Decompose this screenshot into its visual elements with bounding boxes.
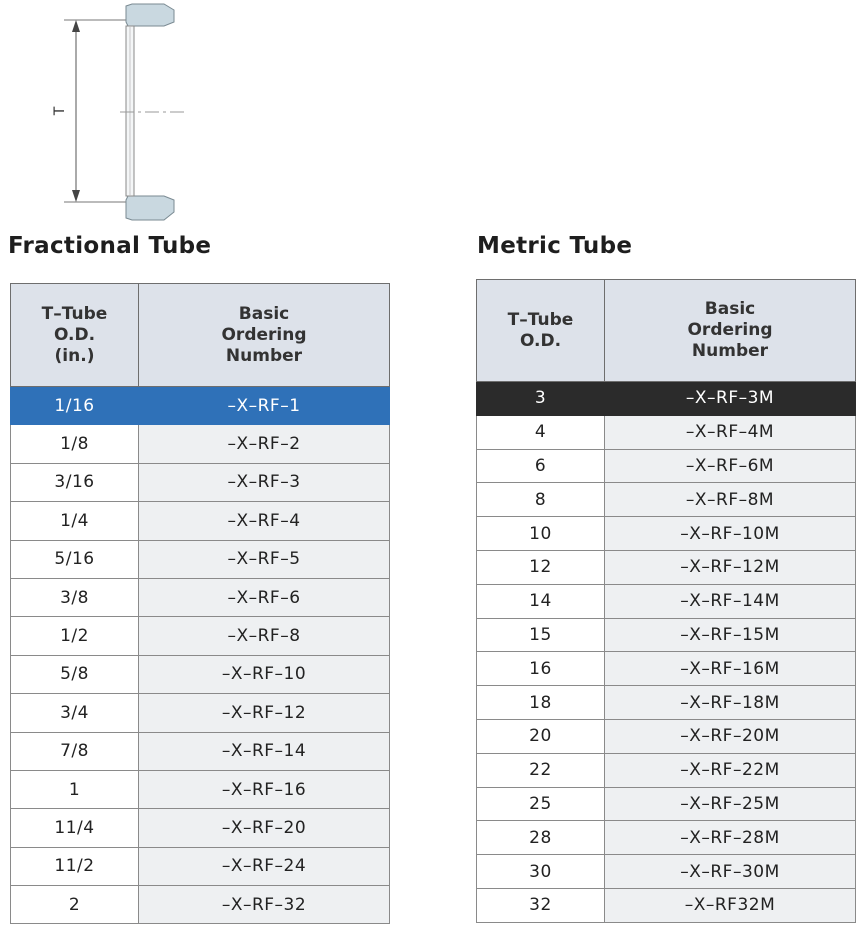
header-line: T–Tube bbox=[41, 303, 108, 324]
table-row[interactable] bbox=[477, 719, 856, 753]
ordering-number-cell: –X–RF–5 bbox=[139, 540, 390, 578]
table-row[interactable] bbox=[11, 809, 390, 847]
tube-od-cell: 8 bbox=[477, 483, 605, 517]
table-row[interactable] bbox=[11, 655, 390, 693]
table-row[interactable] bbox=[477, 855, 856, 889]
table-row[interactable] bbox=[477, 483, 856, 517]
header-ordering-number bbox=[139, 284, 390, 387]
tube-od-cell: 3/8 bbox=[11, 578, 139, 616]
header-ordering-number bbox=[605, 280, 856, 382]
tube-od-cell: 25 bbox=[477, 787, 605, 821]
ordering-number-cell: –X–RF–16 bbox=[139, 770, 390, 808]
table-row[interactable] bbox=[11, 770, 390, 808]
header-line: O.D. bbox=[53, 324, 96, 345]
tube-od-cell: 1 bbox=[11, 770, 139, 808]
ordering-number-cell: –X–RF–1 bbox=[139, 387, 390, 425]
ordering-number-cell: –X–RF32M bbox=[605, 888, 856, 922]
tube-od-cell: 5/16 bbox=[11, 540, 139, 578]
tube-od-cell: 10 bbox=[477, 517, 605, 551]
tube-od-cell: 16 bbox=[477, 652, 605, 686]
tube-od-cell: 6 bbox=[477, 449, 605, 483]
table-row[interactable] bbox=[11, 425, 390, 463]
ordering-number-cell: –X–RF–30M bbox=[605, 855, 856, 889]
table-row[interactable] bbox=[477, 652, 856, 686]
tube-od-cell: 1/4 bbox=[11, 502, 139, 540]
table-row[interactable] bbox=[11, 463, 390, 501]
table-row[interactable] bbox=[11, 617, 390, 655]
ordering-number-cell: –X–RF–6 bbox=[139, 578, 390, 616]
ordering-number-cell: –X–RF–8M bbox=[605, 483, 856, 517]
tube-od-cell: 28 bbox=[477, 821, 605, 855]
header-line: Number bbox=[225, 345, 303, 366]
header-line: Basic bbox=[704, 299, 756, 319]
header-line: (in.) bbox=[54, 345, 95, 366]
table-row[interactable] bbox=[11, 732, 390, 770]
tube-od-cell: 7/8 bbox=[11, 732, 139, 770]
tube-od-cell: 1/2 bbox=[11, 617, 139, 655]
tube-od-cell: 32 bbox=[477, 888, 605, 922]
table-row[interactable] bbox=[477, 550, 856, 584]
dimension-label: T bbox=[52, 106, 68, 116]
metric-tube-table bbox=[476, 279, 856, 923]
header-line: O.D. bbox=[519, 330, 562, 351]
ferrule-diagram bbox=[40, 0, 220, 235]
table-row[interactable] bbox=[477, 584, 856, 618]
ordering-number-cell: –X–RF–10 bbox=[139, 655, 390, 693]
ordering-number-cell: –X–RF–20 bbox=[139, 809, 390, 847]
table-row[interactable] bbox=[11, 387, 390, 425]
ordering-number-cell: –X–RF–6M bbox=[605, 449, 856, 483]
ordering-number-cell: –X–RF–25M bbox=[605, 787, 856, 821]
header-line: Ordering bbox=[221, 324, 307, 345]
table-row[interactable] bbox=[11, 578, 390, 616]
table-row[interactable] bbox=[477, 415, 856, 449]
ordering-number-cell: –X–RF–20M bbox=[605, 719, 856, 753]
ordering-number-cell: –X–RF–14 bbox=[139, 732, 390, 770]
tube-od-cell: 4 bbox=[477, 415, 605, 449]
tube-od-cell: 3 bbox=[477, 382, 605, 416]
ordering-number-cell: –X–RF–2 bbox=[139, 425, 390, 463]
table-row[interactable] bbox=[477, 382, 856, 416]
ordering-number-cell: –X–RF–3M bbox=[605, 382, 856, 416]
ordering-number-cell: –X–RF–15M bbox=[605, 618, 856, 652]
tube-od-cell: 30 bbox=[477, 855, 605, 889]
table-row[interactable] bbox=[11, 694, 390, 732]
ordering-number-cell: –X–RF–32 bbox=[139, 886, 390, 924]
header-line: T–Tube bbox=[507, 309, 574, 330]
table-row[interactable] bbox=[477, 787, 856, 821]
ordering-number-cell: –X–RF–16M bbox=[605, 652, 856, 686]
tube-od-cell: 2 bbox=[11, 886, 139, 924]
table-row[interactable] bbox=[11, 540, 390, 578]
ordering-number-cell: –X–RF–10M bbox=[605, 517, 856, 551]
ordering-number-cell: –X–RF–22M bbox=[605, 753, 856, 787]
ordering-number-cell: –X–RF–12M bbox=[605, 550, 856, 584]
tube-od-cell: 11/4 bbox=[11, 809, 139, 847]
table-row[interactable] bbox=[477, 449, 856, 483]
ordering-number-cell: –X–RF–8 bbox=[139, 617, 390, 655]
header-tube-od bbox=[477, 280, 605, 382]
ordering-number-cell: –X–RF–3 bbox=[139, 463, 390, 501]
fractional-tube-title: Fractional Tube bbox=[8, 233, 212, 259]
table-row[interactable] bbox=[477, 888, 856, 922]
ordering-number-cell: –X–RF–18M bbox=[605, 686, 856, 720]
tube-od-cell: 3/4 bbox=[11, 694, 139, 732]
table-row[interactable] bbox=[477, 517, 856, 551]
tube-od-cell: 5/8 bbox=[11, 655, 139, 693]
header-tube-od bbox=[11, 284, 139, 387]
ordering-number-cell: –X–RF–12 bbox=[139, 694, 390, 732]
ordering-number-cell: –X–RF–28M bbox=[605, 821, 856, 855]
tube-od-cell: 18 bbox=[477, 686, 605, 720]
table-row[interactable] bbox=[477, 686, 856, 720]
tube-od-cell: 3/16 bbox=[11, 463, 139, 501]
tube-od-cell: 11/2 bbox=[11, 847, 139, 885]
table-header-row bbox=[11, 284, 390, 387]
table-header-row bbox=[477, 280, 856, 382]
ordering-number-cell: –X–RF–14M bbox=[605, 584, 856, 618]
table-row[interactable] bbox=[477, 618, 856, 652]
tube-od-cell: 12 bbox=[477, 550, 605, 584]
table-row[interactable] bbox=[11, 847, 390, 885]
table-row[interactable] bbox=[477, 753, 856, 787]
table-row[interactable] bbox=[11, 502, 390, 540]
ordering-number-cell: –X–RF–4 bbox=[139, 502, 390, 540]
header-line: Number bbox=[691, 341, 769, 361]
ordering-number-cell: –X–RF–4M bbox=[605, 415, 856, 449]
ordering-number-cell: –X–RF–24 bbox=[139, 847, 390, 885]
header-line: Basic bbox=[238, 303, 290, 324]
table-row[interactable] bbox=[477, 821, 856, 855]
tube-od-cell: 1/8 bbox=[11, 425, 139, 463]
tube-od-cell: 1/16 bbox=[11, 387, 139, 425]
tube-od-cell: 15 bbox=[477, 618, 605, 652]
tube-od-cell: 20 bbox=[477, 719, 605, 753]
tube-od-cell: 22 bbox=[477, 753, 605, 787]
table-row[interactable] bbox=[11, 886, 390, 924]
fractional-tube-table bbox=[10, 283, 390, 924]
metric-tube-title: Metric Tube bbox=[477, 233, 633, 259]
tube-od-cell: 14 bbox=[477, 584, 605, 618]
header-line: Ordering bbox=[687, 320, 773, 340]
